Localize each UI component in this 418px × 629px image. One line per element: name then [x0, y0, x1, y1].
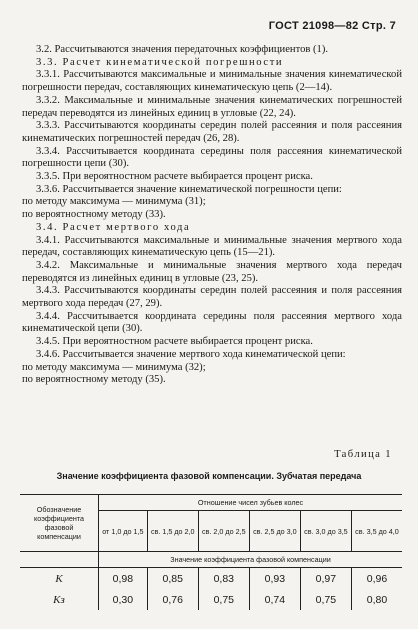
column-header: св. 2,5 до 3,0: [249, 511, 300, 552]
group-header: Отношение чисел зубьев колес: [99, 495, 403, 511]
paragraph: 3.3.5. При вероятностном расчете выбирается процент риска.: [36, 171, 313, 183]
column-header: св. 3,0 до 3,5: [300, 511, 351, 552]
column-header: от 1,0 до 1,5: [99, 511, 148, 552]
section-heading: 3.4. Расчет мертвого хода: [36, 221, 191, 233]
column-header: св. 3,5 до 4,0: [351, 511, 402, 552]
table-cell: 0,80: [351, 590, 402, 610]
text-body: [22, 44, 402, 387]
table-cell: 0,83: [198, 568, 249, 591]
table-row: [20, 568, 402, 591]
paragraph: 3.3.4. Рассчитывается координата середины поля рассеяния кинематической погрешности цепи (30).: [22, 145, 402, 170]
table-cell: 0,98: [99, 568, 148, 591]
table-cell: 0,30: [99, 590, 148, 610]
paragraph: 3.4.2. Максимальные и минимальные значения мертвого хода передач переводятся из линейных единиц в угловые (23, 25).: [22, 259, 402, 284]
table-cell: 0,85: [147, 568, 198, 591]
paragraph: 3.4.3. Рассчитываются координаты середин полей рассеяния и поля рассеяния мертвого хода передач (27, 29).: [22, 285, 402, 310]
table-cell: 0,75: [198, 590, 249, 610]
page-header: ГОСТ 21098—82 Стр. 7: [268, 20, 396, 32]
section-heading: 3.3. Расчет кинематической погрешности: [36, 56, 284, 68]
paragraph: 3.3.6. Рассчитывается значение кинематической погрешности цепи:: [36, 183, 342, 195]
paragraph: 3.2. Рассчитываются значения передаточных коэффициентов (1).: [36, 44, 329, 55]
table-cell: 0,76: [147, 590, 198, 610]
table-title: Значение коэффициента фазовой компенсации. Зубчатая передача: [56, 471, 362, 481]
table-cell: 0,97: [300, 568, 351, 591]
paragraph: 3.4.1. Рассчитываются максимальные и минимальные значения мертвого хода передач, составляющих кинематическую цепь (15—21).: [22, 234, 402, 259]
table-cell: 0,96: [351, 568, 402, 591]
table-cell: 0,75: [300, 590, 351, 610]
table-cell: 0,93: [249, 568, 300, 591]
column-header: св. 2,0 до 2,5: [198, 511, 249, 552]
table-subheader: Значение коэффициента фазовой компенсации: [99, 552, 403, 568]
paragraph: 3.4.6. Рассчитывается значение мертвого хода кинематической цепи:: [36, 348, 346, 360]
paragraph: 3.4.5. При вероятностном расчете выбирается процент риска.: [36, 336, 313, 348]
table-row: [20, 590, 402, 610]
paragraph: 3.3.1. Рассчитываются максимальные и минимальные значения кинематической погрешности передач, составляющих кинематическую цепь (2—14).: [22, 69, 402, 94]
row-label: K: [55, 573, 63, 585]
table-cell: 0,74: [249, 590, 300, 610]
paragraph: по методу максимума — минимума (31);: [22, 196, 206, 208]
paragraph: 3.3.3. Рассчитываются координаты середин полей рассеяния и поля рассеяния кинематических погрешностей передач (26, 28).: [22, 120, 402, 144]
paragraph: 3.3.2. Максимальные и минимальные значения кинематических погрешностей передач переводятся из линейных единиц в угловые (22, 24).: [22, 94, 402, 119]
row-label: Kз: [53, 594, 65, 606]
corner-header: Обозначение коэффициента фазовой компенсации: [20, 495, 99, 552]
table-caption: Таблица 1: [334, 449, 392, 460]
paragraph: по методу максимума — минимума (32);: [22, 361, 206, 373]
coefficient-table: [20, 494, 402, 610]
paragraph: 3.4.4. Рассчитывается координата середины поля рассеяния мертвого хода кинематической цепи (30).: [22, 310, 402, 335]
paragraph: по вероятностному методу (35).: [22, 374, 166, 386]
column-header: св. 1,5 до 2,0: [147, 511, 198, 552]
paragraph: по вероятностному методу (33).: [22, 209, 166, 221]
